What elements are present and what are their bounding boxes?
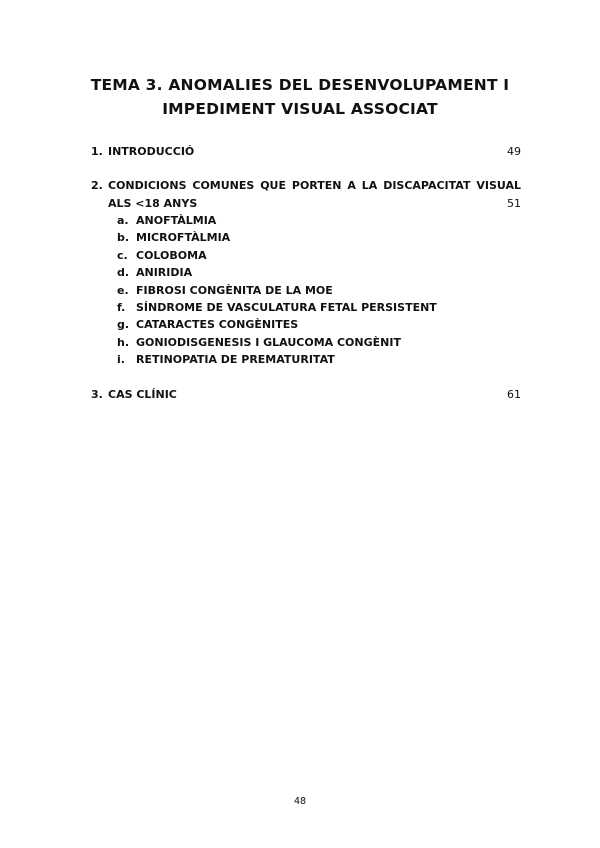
toc-subentry-label: CATARACTES CONGÈNITES (136, 318, 299, 332)
toc-sublist (91, 212, 521, 369)
chapter-title-line-2: IMPEDIMENT VISUAL ASSOCIAT (162, 100, 438, 118)
toc-subentry[interactable] (117, 212, 521, 229)
toc-subentry-letter: e. (117, 283, 129, 297)
toc-subentry-label: RETINOPATIA DE PREMATURITAT (136, 353, 335, 367)
toc-subentry-label: COLOBOMA (136, 248, 207, 262)
toc-entry-page: 51 (507, 196, 521, 210)
toc-subentry[interactable] (117, 282, 521, 299)
toc-subentry-letter: d. (117, 266, 130, 280)
toc-subentry-letter: a. (117, 213, 129, 227)
toc-subentry-letter: g. (117, 318, 130, 332)
toc-subentry-label: MICROFTÀLMIA (136, 231, 231, 245)
toc-entry-label: CONDICIONS COMUNES QUE PORTEN A LA DISCAPACITAT VISUAL ALS <18 ANYS (108, 179, 521, 210)
toc-entry-page: 61 (507, 387, 521, 401)
toc-subentry[interactable] (117, 299, 521, 316)
toc-subentry-label: ANIRIDIA (136, 266, 193, 280)
toc-entry-label: INTRODUCCIÓ (108, 145, 195, 158)
toc-subentry-label: FIBROSI CONGÈNITA DE LA MOE (136, 283, 333, 297)
toc-spacer (91, 369, 521, 386)
toc-subentry-letter: i. (117, 353, 125, 367)
toc-subentry[interactable] (117, 264, 521, 281)
toc-entry-number: 3. (91, 387, 103, 401)
chapter-title (80, 73, 520, 121)
toc-subentry-letter: h. (117, 335, 130, 349)
toc-subentry-label: ANOFTÀLMIA (136, 213, 217, 227)
chapter-title-line-1: TEMA 3. ANOMALIES DEL DESENVOLUPAMENT I (90, 76, 510, 94)
toc-subentry-label: GONIODISGENESIS I GLAUCOMA CONGÈNIT (136, 335, 401, 349)
toc-entry-page: 49 (507, 145, 521, 158)
page-number: 48 (293, 796, 307, 807)
toc-subentry[interactable] (117, 316, 521, 333)
toc-subentry-letter: c. (117, 248, 128, 262)
toc-entry-condicions-comunes[interactable] (91, 177, 521, 212)
toc-entry-label: CAS CLÍNIC (108, 387, 177, 401)
toc-subentry[interactable] (117, 247, 521, 264)
toc-subentry[interactable] (117, 351, 521, 368)
toc-subentry-letter: f. (117, 300, 126, 314)
toc-spacer (91, 160, 521, 177)
toc-entry-number: 2. (91, 179, 103, 193)
toc-entry-introduccio[interactable] (91, 143, 521, 160)
toc-subentry[interactable] (117, 334, 521, 351)
toc-subentry-letter: b. (117, 231, 130, 245)
toc-subentry-label: SÍNDROME DE VASCULATURA FETAL PERSISTENT (136, 300, 437, 314)
table-of-contents (91, 143, 521, 403)
toc-entry-cas-clinic[interactable] (91, 386, 521, 403)
toc-subentry[interactable] (117, 229, 521, 246)
toc-entry-number: 1. (91, 145, 103, 158)
